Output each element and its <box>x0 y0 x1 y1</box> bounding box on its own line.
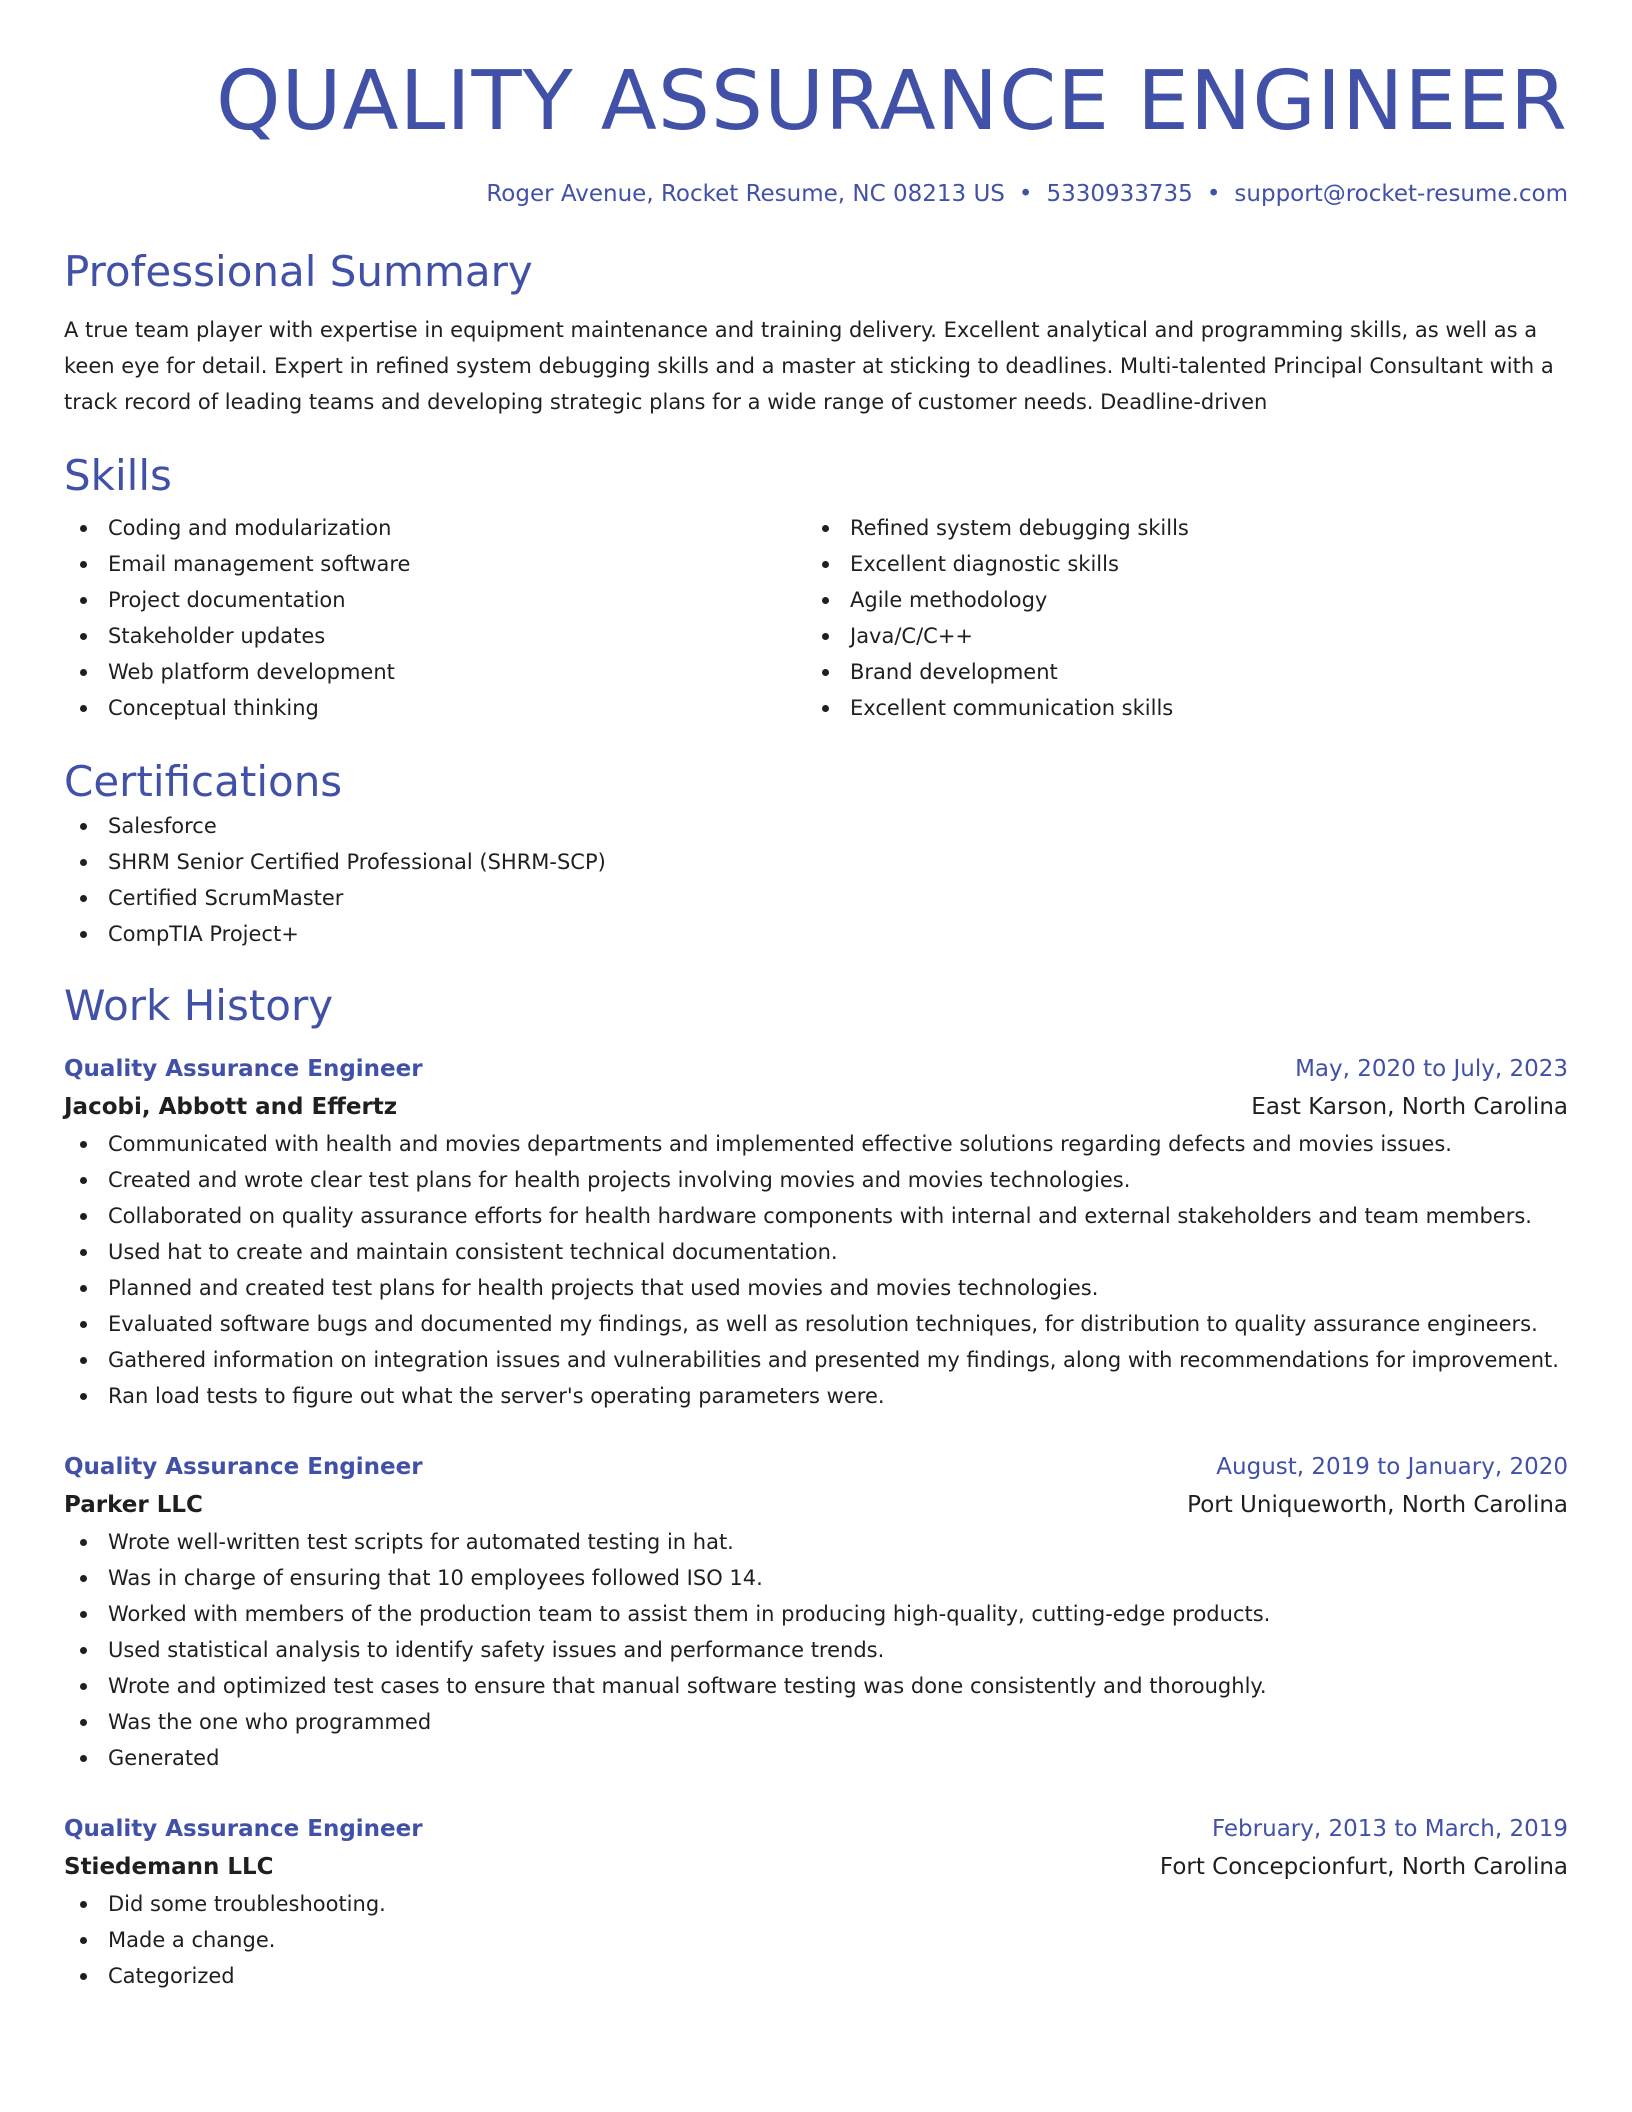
job-company-row <box>64 1848 1568 1886</box>
job-duties-list <box>64 1524 1568 1776</box>
summary-section <box>64 246 1568 420</box>
list-item: Stakeholder updates <box>64 618 806 654</box>
list-item: Refined system debugging skills <box>806 510 1548 546</box>
job-company-row <box>64 1486 1568 1524</box>
list-item: SHRM Senior Certified Professional (SHRM-SCP) <box>64 844 1568 880</box>
contact-separator: • <box>1206 181 1221 207</box>
job-company-row <box>64 1088 1568 1126</box>
job-company: Stiedemann LLC <box>64 1854 274 1880</box>
list-item: Conceptual thinking <box>64 690 806 726</box>
job-duties-list <box>64 1886 1568 1994</box>
job-title: Quality Assurance Engineer <box>64 1816 423 1842</box>
contact-address: Roger Avenue, Rocket Resume, NC 08213 US <box>486 181 1005 207</box>
certifications-section <box>64 756 1568 952</box>
list-item: Categorized <box>64 1958 1568 1994</box>
list-item: Made a change. <box>64 1922 1568 1958</box>
list-item: Wrote well-written test scripts for automated testing in hat. <box>64 1524 1568 1560</box>
job-location: Fort Concepcionfurt, North Carolina <box>1159 1854 1568 1880</box>
work-history-section <box>64 980 1568 1994</box>
job-entry <box>64 1448 1568 1776</box>
skills-column-right <box>806 510 1548 726</box>
list-item: Worked with members of the production team to assist them in producing high-quality, cutting-edge products. <box>64 1596 1568 1632</box>
job-location: East Karson, North Carolina <box>1251 1094 1568 1120</box>
list-item: Used statistical analysis to identify safety issues and performance trends. <box>64 1632 1568 1668</box>
job-entry <box>64 1050 1568 1414</box>
job-location: Port Uniqueworth, North Carolina <box>1187 1492 1568 1518</box>
list-item: Generated <box>64 1740 1568 1776</box>
skills-column-left <box>64 510 806 726</box>
job-title-row <box>64 1050 1568 1088</box>
contact-separator: • <box>1018 181 1033 207</box>
list-item: Brand development <box>806 654 1548 690</box>
list-item: Excellent communication skills <box>806 690 1548 726</box>
list-item: Was the one who programmed <box>64 1704 1568 1740</box>
list-item: Created and wrote clear test plans for health projects involving movies and movies technologies. <box>64 1162 1568 1198</box>
job-entry <box>64 1810 1568 1994</box>
skills-list-right <box>806 510 1548 726</box>
contact-line <box>64 178 1568 210</box>
list-item: Wrote and optimized test cases to ensure that manual software testing was done consistently and thoroughly. <box>64 1668 1568 1704</box>
job-title: Quality Assurance Engineer <box>64 1056 423 1082</box>
list-item: Gathered information on integration issues and vulnerabilities and presented my findings, along with recommendations for improvement. <box>64 1342 1568 1378</box>
job-company: Parker LLC <box>64 1492 203 1518</box>
contact-phone: 5330933735 <box>1046 181 1193 207</box>
certifications-heading: Certifications <box>64 757 343 806</box>
list-item: Was in charge of ensuring that 10 employees followed ISO 14. <box>64 1560 1568 1596</box>
skills-columns <box>64 510 1568 726</box>
list-item: Coding and modularization <box>64 510 806 546</box>
list-item: Agile methodology <box>806 582 1548 618</box>
list-item: Salesforce <box>64 808 1568 844</box>
summary-heading: Professional Summary <box>64 247 533 296</box>
skills-section <box>64 450 1568 726</box>
job-dates: May, 2020 to July, 2023 <box>1295 1056 1568 1082</box>
list-item: Web platform development <box>64 654 806 690</box>
skills-heading: Skills <box>64 451 172 500</box>
list-item: Used hat to create and maintain consistent technical documentation. <box>64 1234 1568 1270</box>
list-item: Excellent diagnostic skills <box>806 546 1548 582</box>
list-item: Did some troubleshooting. <box>64 1886 1568 1922</box>
certifications-list <box>64 808 1568 952</box>
job-duties-list <box>64 1126 1568 1414</box>
contact-email: support@rocket-resume.com <box>1234 181 1568 207</box>
list-item: Communicated with health and movies departments and implemented effective solutions regarding defects and movies issues. <box>64 1126 1568 1162</box>
job-title-row <box>64 1810 1568 1848</box>
list-item: Collaborated on quality assurance efforts for health hardware components with internal and external stakeholders and team members. <box>64 1198 1568 1234</box>
summary-text: A true team player with expertise in equipment maintenance and training delivery. Excellent analytical and programming skills, as well as a keen eye for detail. Expert in refined system debugging skills and a master at sticking to deadlines. Multi-talented Principal Consultant with a track record of leading teams and developing strategic plans for a wide range of customer needs. Deadline-driven <box>64 318 1554 414</box>
list-item: Planned and created test plans for health projects that used movies and movies technologies. <box>64 1270 1568 1306</box>
list-item: Java/C/C++ <box>806 618 1548 654</box>
list-item: Project documentation <box>64 582 806 618</box>
list-item: Evaluated software bugs and documented my findings, as well as resolution techniques, for distribution to quality assurance engineers. <box>64 1306 1568 1342</box>
resume-title: QUALITY ASSURANCE ENGINEER <box>215 54 1568 149</box>
list-item: Certified ScrumMaster <box>64 880 1568 916</box>
job-dates: August, 2019 to January, 2020 <box>1216 1454 1568 1480</box>
job-company: Jacobi, Abbott and Effertz <box>64 1094 398 1120</box>
work-history-heading: Work History <box>64 981 334 1030</box>
list-item: CompTIA Project+ <box>64 916 1568 952</box>
skills-list-left <box>64 510 806 726</box>
job-title-row <box>64 1448 1568 1486</box>
job-title: Quality Assurance Engineer <box>64 1454 423 1480</box>
list-item: Ran load tests to figure out what the server's operating parameters were. <box>64 1378 1568 1414</box>
list-item: Email management software <box>64 546 806 582</box>
job-dates: February, 2013 to March, 2019 <box>1211 1816 1568 1842</box>
